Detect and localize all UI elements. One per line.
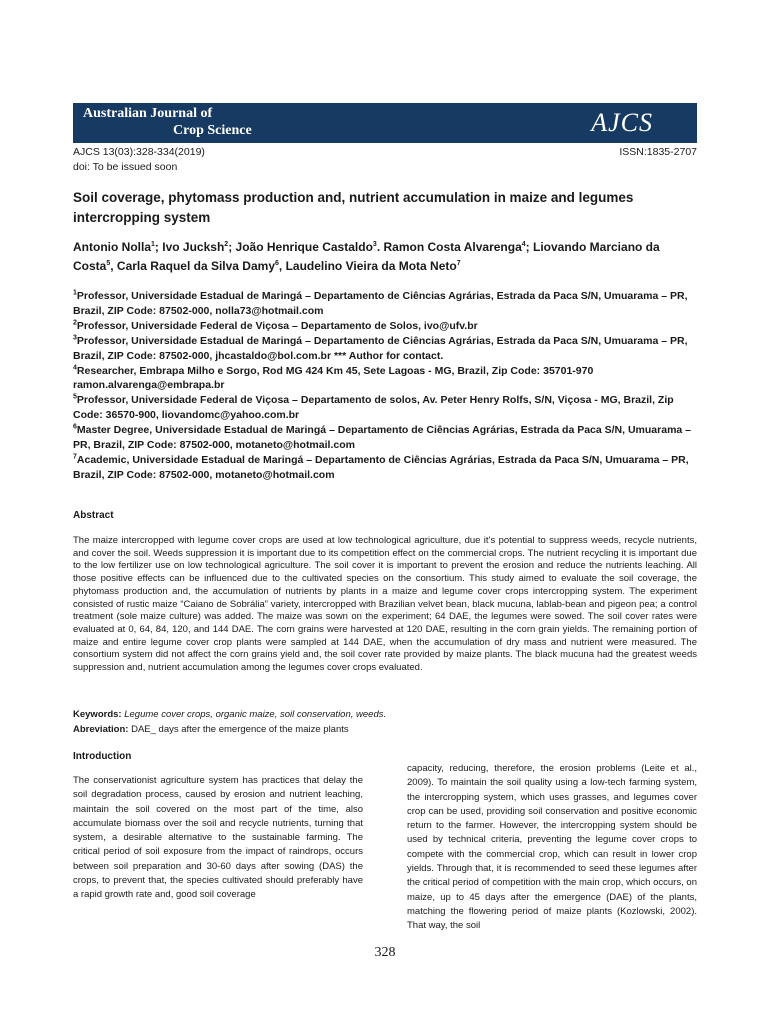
abbreviation-text: DAE_ days after the emergence of the maize plants: [131, 724, 349, 735]
title-line-2: intercropping system: [73, 210, 211, 225]
introduction-left-column: The conservationist agriculture system has practices that delay the soil degradation process, caused by erosion and nutrient leaching, maintain the soil covered on the most part of the time, also accumulate biomass over the soil and recycle nutrients, turning that system, a desirable alternative to the sustainable farming. The critical period of soil exposure from the impact of raindrops, occurs between soil preparation and 30-60 days after sowing (DAS) the crops, to prevent that, the species cultivated should preferably have a rapid growth rate and, good soil coverage: [73, 775, 363, 901]
introduction-heading: Introduction: [73, 751, 132, 762]
title-line-1: Soil coverage, phytomass production and, nutrient accumulation in maize and legumes: [73, 190, 634, 205]
journal-logo-abbr: AJCS: [591, 108, 653, 137]
keywords-text: Legume cover crops, organic maize, soil conservation, weeds.: [124, 709, 387, 720]
affiliation-list: [73, 289, 697, 483]
doi: doi: To be issued soon: [73, 161, 178, 173]
author-list: [73, 238, 697, 276]
journal-name-line1: Australian Journal of: [83, 106, 213, 121]
author-3: João Henrique Castaldo$^3$.: [235, 240, 384, 254]
author-7: Laudelino Vieira da Mota Neto$^7$: [285, 259, 461, 273]
abbreviation: [73, 724, 349, 735]
issn: ISSN:1835-2707: [619, 146, 697, 158]
abstract-text: The maize intercropped with legume cover crops are used at low technological agriculture, due it’s potential to suppress weeds, recycle nutrients, and cover the soil. Weeds suppression it is important due to its competition effect on the commercial crops. The nutrient recycling it is important due to the low fertilizer use on low technological agriculture. The soil cover it is important to prevent the erosion and reduce the nutrients leaching. All those positive effects can be influenced due to the cultivated species on the consortium. This study aimed to evaluate the soil coverage, the phytomass production and, the accumulation of nutrients by plants in a maize and legume cover crops intercropping system. The experiment consisted of rustic maize “Caiano de Sobrália” variety, intercropped with Brazilian velvet bean, black mucuna, lablab-bean and pigeon pea; a control treatment (sole maize culture) was added. The maize was sown on the experiment; 64 DAE, the legumes were sowed. The soil cover rates were evaluated at 0, 64, 84, 120, and 144 DAE. The corn grains were harvested at 120 DAE, resulting in the corn grain yields. The remaining portion of maize and entire legume cover crop plants were sampled at 144 DAE, when the accumulation of dry mass and nutrient were measured. The consortium system did not affect the corn grains yield and, the soil cover rate provided by maize plants. The black mucuna had the greatest weeds suppression and, nutrient accumulation among the legumes cover crops evaluated.: [73, 535, 697, 674]
article-title: [73, 188, 697, 228]
affiliation-1: $^1$Professor, Universidade Estadual de Maringá – Departamento de Ciências Agrárias, Estrada da Paca S/N, Umuarama – PR, Brazil, ZIP Code: 87502-000, nolla73@hotmail.com: [73, 289, 688, 317]
introduction-right-column: capacity, reducing, therefore, the erosion problems (Leite et al., 2009). To maintain the soil quality using a low-tech farming system, the intercropping system, which uses grasses, and legumes cover crop can be used, providing soil conservation and positive economic return to the farmer. However, the intercropping system should be used by technical criteria, preventing the legume cover crops to compete with the commercial crop, which can result in lower crop yields. Through that, it is recommended to seed these legumes after the critical period of competition with the main crop, which occurs, on maize, up to 45 days after the emergence (DAE) of the plants, matching the flowering period of maize plants (Kozlowski, 2002). That way, the soil: [407, 763, 697, 932]
affiliation-4: $^4$Researcher, Embrapa Milho e Sorgo, Rod MG 424 Km 45, Sete Lagoas - MG, Brazil, Zip Code: 35701-970 ramon.alvarenga@embrapa.br: [73, 364, 594, 392]
keywords-label: Keywords:: [73, 709, 122, 720]
affiliation-6: $^6$Master Degree, Universidade Estadual de Maringá – Departamento de Ciências Agrárias, Estrada da Paca S/N, Umuarama – PR, Brazil, ZIP Code: 87502-000, motaneto@hotmail.com: [73, 423, 692, 452]
affiliation-5: $^5$Professor, Universidade Federal de Viçosa – Departamento de solos, Av. Peter Henry Rolfs, S/N, Viçosa - MG, Brazil, Zip Code: 36570-900, liovandomc@yahoo.com.br: [73, 393, 674, 422]
affiliation-2: $^2$Professor, Universidade Federal de Viçosa – Departamento de Solos, ivo@ufv.br: [73, 319, 478, 332]
author-6: Carla Raquel da Silva Damy$^6$,: [116, 259, 286, 273]
author-2: Ivo Jucksh$^2$;: [162, 240, 236, 254]
affiliation-3: $^3$Professor, Universidade Estadual de Maringá – Departamento de Ciências Agrárias, Estrada da Paca S/N, Umuarama – PR, Brazil, ZIP Code: 87502-000, jhcastaldo@bol.com.br *** Author for contact.: [73, 334, 688, 362]
author-5: Liovando Marciano da Costa$^5$,: [73, 240, 660, 273]
journal-name-line2: Crop Science: [173, 123, 252, 138]
citation: AJCS 13(03):328-334(2019): [73, 146, 205, 158]
abstract-heading: Abstract: [73, 510, 114, 521]
abbreviation-label: Abreviation:: [73, 724, 129, 735]
keywords: [73, 709, 386, 720]
affiliation-7: $^7$Academic, Universidade Estadual de Maringá – Departamento de Ciências Agrárias, Estrada da Paca S/N, Umuarama – PR, Brazil, ZIP Code: 87502-000, motaneto@hotmail.com: [73, 453, 689, 481]
author-4: Ramon Costa Alvarenga$^4$;: [383, 240, 533, 254]
page-number: 328: [374, 945, 396, 960]
journal-banner: [73, 103, 697, 143]
author-1: Antonio Nolla$^1$;: [73, 240, 163, 254]
